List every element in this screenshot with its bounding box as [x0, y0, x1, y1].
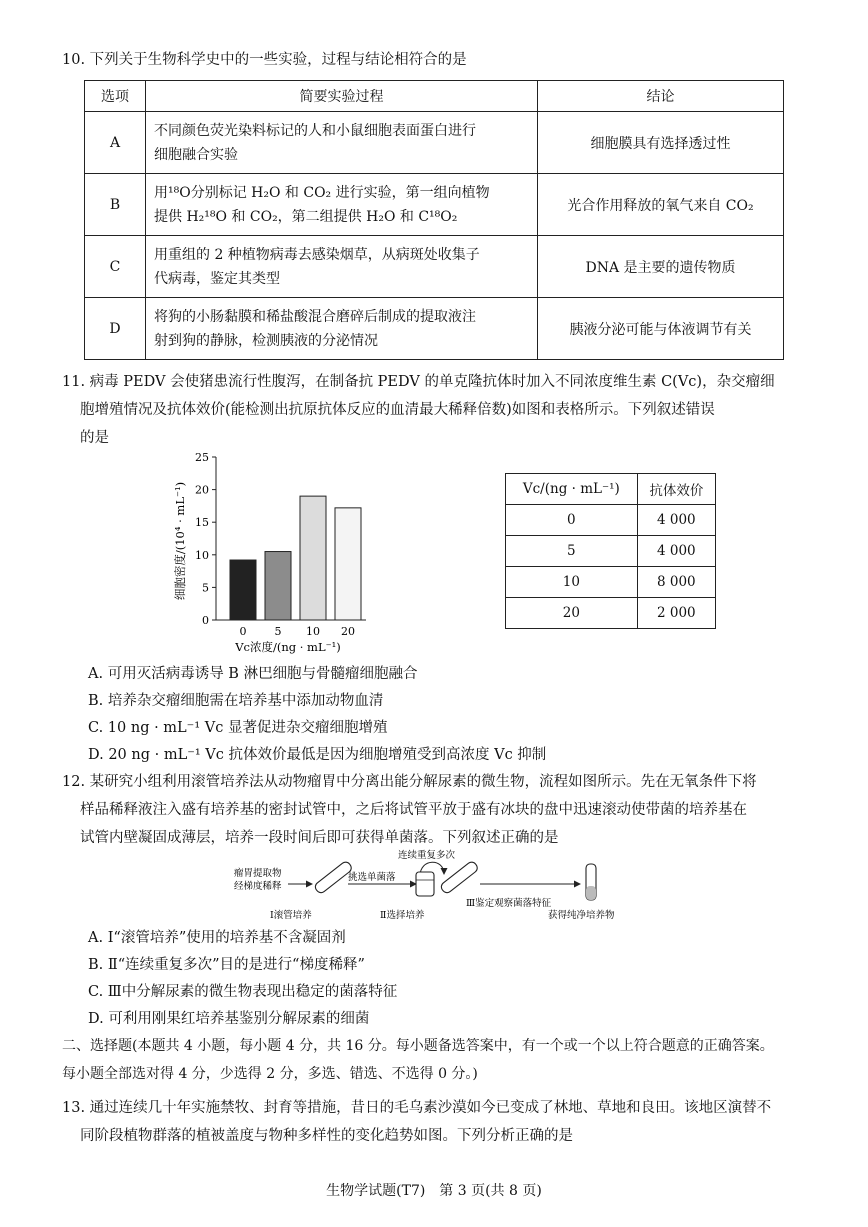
q11-option-c: C. 10 ng · mL⁻¹ Vc 显著促进杂交瘤细胞增殖	[88, 720, 388, 736]
q10-row-conclusion: 光合作用释放的氧气来自 CO₂	[538, 174, 784, 236]
q10-row-option: A	[85, 112, 146, 174]
titer-cell: 4 000	[637, 536, 715, 567]
process-line: 提供 H₂¹⁸O 和 CO₂，第二组提供 H₂O 和 C¹⁸O₂	[154, 208, 458, 225]
q10-header-option: 选项	[85, 81, 146, 112]
q12-stem-line: 12. 某研究小组利用滚管培养法从动物瘤胃中分离出能分解尿素的微生物，流程如图所示。先在无氧条件下将	[62, 774, 757, 790]
process-line: 射到狗的静脉，检测胰液的分泌情况	[154, 332, 378, 349]
q10-table	[84, 80, 784, 360]
q11-stem-line: 胞增殖情况及抗体效价(能检测出抗原抗体反应的血清最大稀释倍数)如图和表格所示。下列叙述错误	[80, 402, 715, 418]
q12-stem-line: 样品稀释液注入盛有培养基的密封试管中，之后将试管平放于盛有冰块的盘中迅速滚动使带菌的培养基在	[80, 802, 747, 818]
petri-tube-icon	[416, 872, 434, 896]
y-tick-label: 20	[195, 483, 209, 497]
q13-stem-line: 13. 通过连续几十年实施禁牧、封育等措施，昔日的毛乌素沙漠如今已变成了林地、草地和良田。该地区演替不	[62, 1100, 772, 1116]
process-line: 不同颜色荧光染料标记的人和小鼠细胞表面蛋白进行	[154, 122, 476, 139]
vc-table-header-titer: 抗体效价	[637, 474, 715, 505]
process-line: 用重组的 2 种植物病毒去感染烟草，从病斑处收集子	[154, 246, 480, 263]
diagram-repeat-label: 连续重复多次	[398, 850, 456, 861]
diagram-step2: Ⅱ选择培养	[380, 910, 425, 921]
q10-row-process	[146, 298, 538, 360]
q10-row-option: D	[85, 298, 146, 360]
bar-20	[335, 508, 361, 620]
y-tick-label: 15	[195, 516, 209, 530]
process-line: 代病毒，鉴定其类型	[154, 270, 280, 287]
q12-stem-line: 试管内壁凝固成薄层，培养一段时间后即可获得单菌落。下列叙述正确的是	[80, 830, 559, 846]
q11-option-a: A. 可用灭活病毒诱导 B 淋巴细胞与骨髓瘤细胞融合	[88, 666, 418, 682]
diagram-input-line2: 经梯度稀释	[234, 881, 282, 892]
q11-option-b: B. 培养杂交瘤细胞需在培养基中添加动物血清	[88, 693, 384, 709]
titer-cell: 8 000	[637, 567, 715, 598]
q10-row-conclusion: 胰液分泌可能与体液调节有关	[538, 298, 784, 360]
q10-stem: 10. 下列关于生物科学史中的一些实验，过程与结论相符合的是	[62, 52, 467, 68]
vc-cell: 0	[506, 505, 638, 536]
vc-cell: 10	[506, 567, 638, 598]
bar-5	[265, 552, 291, 620]
vc-table-header-concentration: Vc/(ng · mL⁻¹)	[506, 474, 638, 505]
x-tick-label: 10	[306, 625, 320, 638]
section2-instructions: 每小题全部选对得 4 分，少选得 2 分，多选、错选、不选得 0 分。)	[62, 1066, 478, 1082]
q12-option-c: C. Ⅲ中分解尿素的微生物表现出稳定的菌落特征	[88, 984, 398, 1000]
x-tick-label: 0	[239, 625, 247, 638]
y-tick-label: 10	[195, 548, 209, 562]
q10-row-b	[85, 174, 784, 236]
titer-cell: 2 000	[637, 598, 715, 629]
y-tick-label: 5	[202, 581, 209, 595]
table-row	[506, 505, 716, 536]
q11-stem-line: 的是	[80, 430, 109, 446]
page-footer: 生物学试题(T7) 第 3 页(共 8 页)	[326, 1183, 542, 1199]
q12-option-a: A. Ⅰ“滚管培养”使用的培养基不含凝固剂	[88, 930, 346, 946]
x-tick-label: 5	[274, 625, 282, 638]
q10-row-process	[146, 236, 538, 298]
q13-stem-line: 同阶段植物群落的植被盖度与物种多样性的变化趋势如图。下列分析正确的是	[80, 1128, 573, 1144]
q11-stem-line: 11. 病毒 PEDV 会使猪患流行性腹泻，在制备抗 PEDV 的单克隆抗体时加入不同浓度维生素 C(Vc)，杂交瘤细	[62, 374, 775, 390]
diagram-pick-colony: 挑选单菌落	[348, 872, 396, 883]
tilted-tube-icon	[439, 860, 479, 895]
q12-option-b: B. Ⅱ“连续重复多次”目的是进行“梯度稀释”	[88, 957, 365, 973]
q12-option-d: D. 可利用刚果红培养基鉴别分解尿素的细菌	[88, 1011, 370, 1027]
test-tube-icon	[586, 864, 596, 900]
diagram-step1: Ⅰ滚管培养	[270, 910, 312, 921]
q10-row-option: C	[85, 236, 146, 298]
q10-row-process	[146, 174, 538, 236]
vc-antibody-table	[505, 473, 716, 629]
y-axis-label: 细胞密度/(10⁴ · mL⁻¹)	[173, 481, 187, 601]
x-axis-label: Vc浓度/(ng · mL⁻¹)	[235, 640, 341, 654]
table-row	[506, 567, 716, 598]
diagram-step3: Ⅲ鉴定观察菌落特征	[466, 898, 552, 909]
process-line: 将狗的小肠黏膜和稀盐酸混合磨碎后制成的提取液注	[154, 308, 476, 325]
cell-density-bar-chart	[170, 445, 390, 660]
q10-header-process: 简要实验过程	[146, 81, 538, 112]
y-tick-label: 0	[202, 614, 209, 627]
q10-row-d	[85, 298, 784, 360]
titer-cell: 4 000	[637, 505, 715, 536]
q10-row-option: B	[85, 174, 146, 236]
q10-row-process	[146, 112, 538, 174]
q10-row-conclusion: 细胞膜具有选择透过性	[538, 112, 784, 174]
y-tick-label: 25	[195, 451, 209, 464]
q10-row-a	[85, 112, 784, 174]
diagram-result: 获得纯净培养物	[548, 910, 615, 921]
process-line: 细胞融合实验	[154, 146, 238, 163]
vc-cell: 5	[506, 536, 638, 567]
q10-header-conclusion: 结论	[538, 81, 784, 112]
q10-row-conclusion: DNA 是主要的遗传物质	[538, 236, 784, 298]
bar-0	[230, 560, 256, 620]
process-line: 用¹⁸O分别标记 H₂O 和 CO₂ 进行实验，第一组向植物	[154, 184, 490, 201]
roll-tube-flow-diagram	[230, 846, 630, 924]
bar-10	[300, 496, 326, 620]
q11-option-d: D. 20 ng · mL⁻¹ Vc 抗体效价最低是因为细胞增殖受到高浓度 Vc 抑制	[88, 747, 547, 763]
table-row	[506, 598, 716, 629]
q10-row-c	[85, 236, 784, 298]
section2-instructions: 二、选择题(本题共 4 小题，每小题 4 分，共 16 分。每小题备选答案中，有一个或一个以上符合题意的正确答案。	[62, 1038, 774, 1054]
x-tick-label: 20	[341, 625, 355, 638]
table-row	[506, 536, 716, 567]
vc-cell: 20	[506, 598, 638, 629]
diagram-input-line1: 瘤胃提取物	[234, 868, 282, 879]
